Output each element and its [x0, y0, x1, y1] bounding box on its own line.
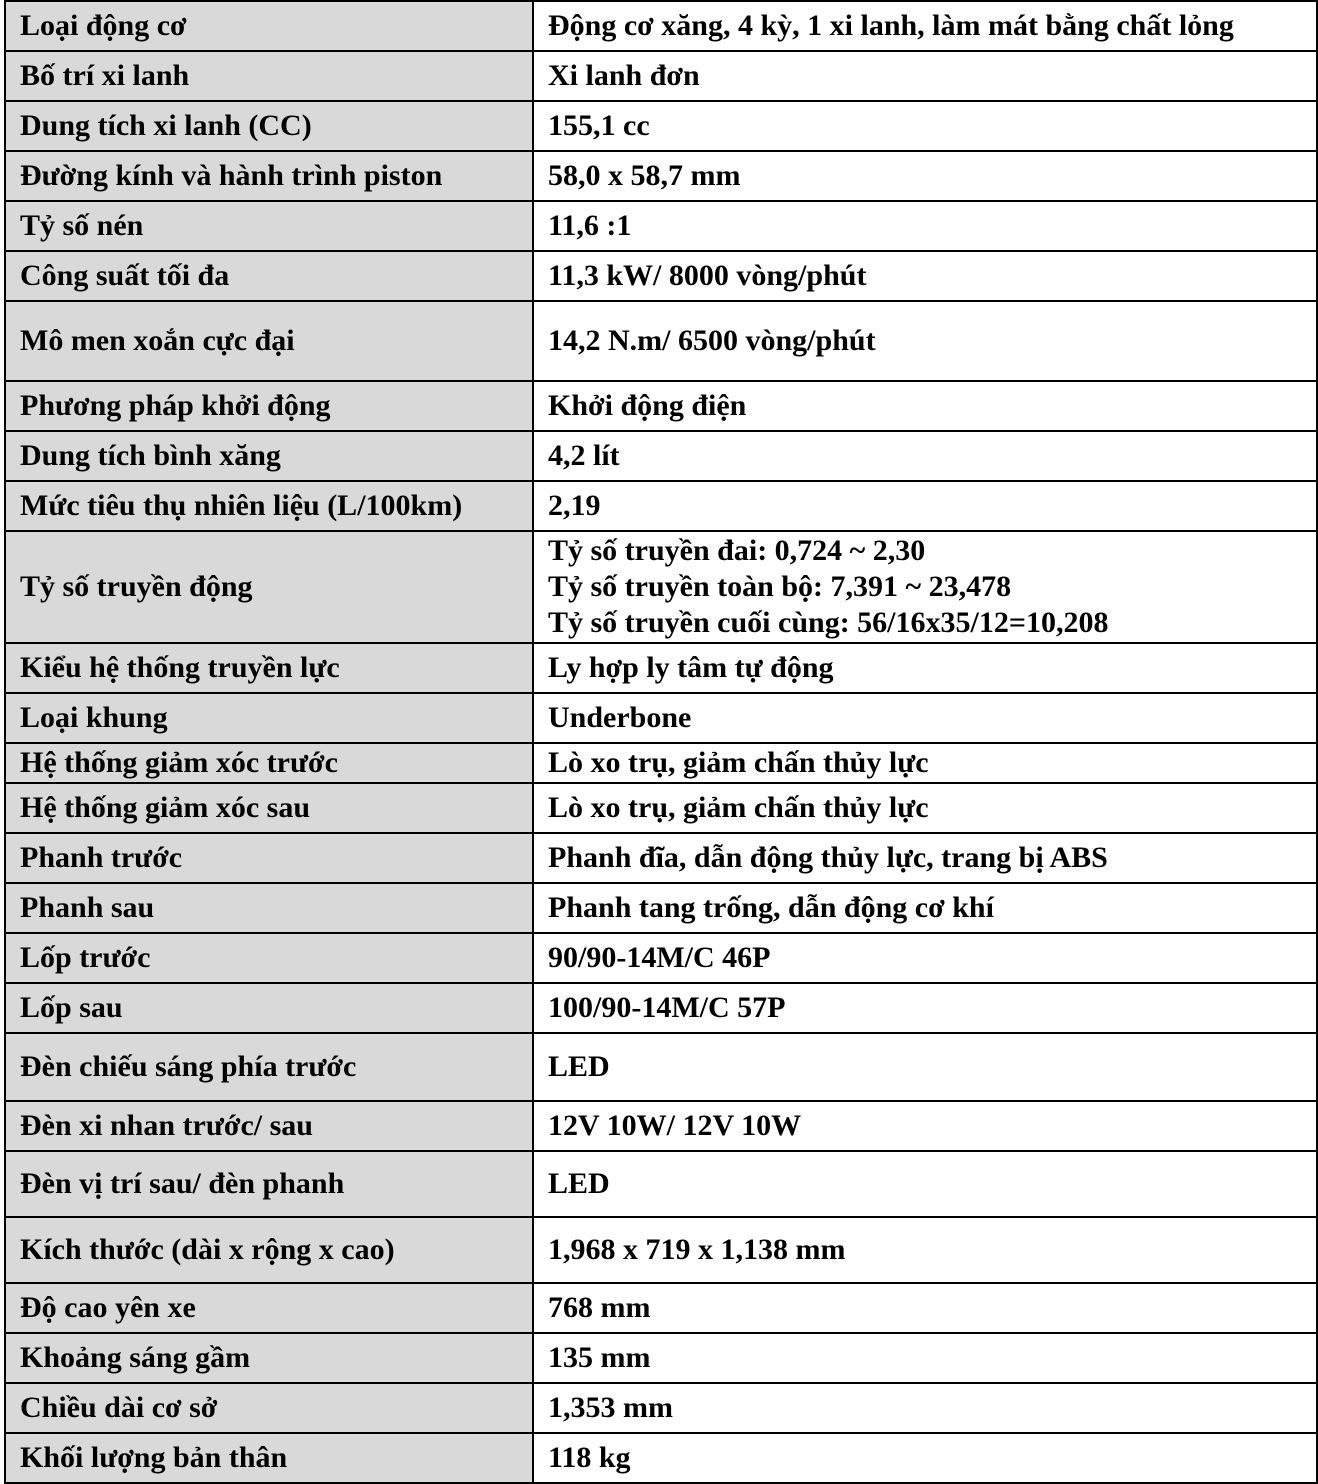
- spec-label: Hệ thống giảm xóc sau: [5, 783, 533, 833]
- spec-value: [533, 933, 1317, 983]
- spec-label: Dung tích xi lanh (CC): [5, 101, 533, 151]
- spec-value: [533, 643, 1317, 693]
- spec-value-line: 1,968 x 719 x 1,138 mm: [548, 1233, 846, 1266]
- spec-label: Phương pháp khởi động: [5, 381, 533, 431]
- spec-row: [5, 301, 1317, 381]
- spec-value-line: Tỷ số truyền cuối cùng: 56/16x35/12=10,208: [548, 606, 1109, 639]
- spec-row: [5, 51, 1317, 101]
- spec-label: Loại khung: [5, 693, 533, 743]
- spec-row: [5, 1333, 1317, 1383]
- spec-value-line: Lò xo trụ, giảm chấn thủy lực: [548, 791, 929, 824]
- spec-value: [533, 1151, 1317, 1217]
- spec-value-line: 11,6 :1: [548, 209, 632, 242]
- spec-row: [5, 883, 1317, 933]
- spec-value: [533, 1433, 1317, 1483]
- spec-value-line: 2,19: [548, 489, 601, 522]
- spec-label: Công suất tối đa: [5, 251, 533, 301]
- spec-label: Bố trí xi lanh: [5, 51, 533, 101]
- spec-value-line: Lò xo trụ, giảm chấn thủy lực: [548, 746, 929, 779]
- spec-value-line: 12V 10W/ 12V 10W: [548, 1109, 802, 1142]
- spec-table: [4, 0, 1318, 1484]
- spec-value: [533, 693, 1317, 743]
- spec-value: [533, 1283, 1317, 1333]
- spec-value-line: 118 kg: [548, 1441, 631, 1474]
- spec-value-line: 135 mm: [548, 1341, 651, 1374]
- spec-value-line: Phanh đĩa, dẫn động thủy lực, trang bị ABS: [548, 841, 1108, 874]
- spec-row: [5, 1101, 1317, 1151]
- spec-row: [5, 1217, 1317, 1283]
- spec-row: [5, 1151, 1317, 1217]
- spec-row: [5, 101, 1317, 151]
- spec-value-line: Ly hợp ly tâm tự động: [548, 651, 834, 684]
- spec-value: [533, 301, 1317, 381]
- spec-label: Mô men xoắn cực đại: [5, 301, 533, 381]
- spec-label: Khối lượng bản thân: [5, 1433, 533, 1483]
- spec-row: [5, 1, 1317, 51]
- spec-row: [5, 1383, 1317, 1433]
- spec-value-line: 100/90-14M/C 57P: [548, 991, 786, 1024]
- spec-value: [533, 883, 1317, 933]
- spec-row: [5, 1033, 1317, 1101]
- spec-label: Đèn xi nhan trước/ sau: [5, 1101, 533, 1151]
- spec-row: [5, 431, 1317, 481]
- spec-value: [533, 743, 1317, 783]
- spec-row: [5, 643, 1317, 693]
- spec-value: [533, 833, 1317, 883]
- spec-label: Hệ thống giảm xóc trước: [5, 743, 533, 783]
- spec-label: Đèn chiếu sáng phía trước: [5, 1033, 533, 1101]
- spec-row: [5, 1433, 1317, 1483]
- spec-value-line: 768 mm: [548, 1291, 651, 1324]
- spec-label: Lốp trước: [5, 933, 533, 983]
- spec-label: Kiểu hệ thống truyền lực: [5, 643, 533, 693]
- spec-value-line: 4,2 lít: [548, 439, 620, 472]
- spec-value-line: Phanh tang trống, dẫn động cơ khí: [548, 891, 994, 924]
- spec-value: [533, 1, 1317, 51]
- spec-label: Tỷ số nén: [5, 201, 533, 251]
- spec-value: [533, 1383, 1317, 1433]
- spec-value-line: 14,2 N.m/ 6500 vòng/phút: [548, 324, 876, 357]
- spec-label: Dung tích bình xăng: [5, 431, 533, 481]
- spec-value: [533, 531, 1317, 643]
- spec-row: [5, 481, 1317, 531]
- spec-value-line: Tỷ số truyền đai: 0,724 ~ 2,30: [548, 534, 926, 567]
- spec-row: [5, 381, 1317, 431]
- spec-value: [533, 151, 1317, 201]
- spec-value: [533, 481, 1317, 531]
- spec-value: [533, 983, 1317, 1033]
- spec-value-line: Tỷ số truyền toàn bộ: 7,391 ~ 23,478: [548, 570, 1012, 603]
- spec-value: [533, 101, 1317, 151]
- spec-label: Tỷ số truyền động: [5, 531, 533, 643]
- spec-row: [5, 833, 1317, 883]
- spec-value: [533, 1333, 1317, 1383]
- spec-value: [533, 201, 1317, 251]
- spec-value-line: 1,353 mm: [548, 1391, 673, 1424]
- spec-value: [533, 251, 1317, 301]
- spec-row: [5, 1283, 1317, 1333]
- spec-value: [533, 51, 1317, 101]
- spec-label: Mức tiêu thụ nhiên liệu (L/100km): [5, 481, 533, 531]
- spec-value-line: Xi lanh đơn: [548, 59, 700, 92]
- spec-label: Độ cao yên xe: [5, 1283, 533, 1333]
- spec-label: Kích thước (dài x rộng x cao): [5, 1217, 533, 1283]
- spec-value-line: LED: [548, 1167, 610, 1200]
- spec-label: Phanh trước: [5, 833, 533, 883]
- spec-row: [5, 783, 1317, 833]
- spec-table-body: [5, 1, 1317, 1483]
- spec-value: [533, 1033, 1317, 1101]
- spec-label: Loại động cơ: [5, 1, 533, 51]
- spec-row: [5, 251, 1317, 301]
- spec-label: Chiều dài cơ sở: [5, 1383, 533, 1433]
- spec-row: [5, 743, 1317, 783]
- spec-label: Đường kính và hành trình piston: [5, 151, 533, 201]
- spec-value: [533, 1101, 1317, 1151]
- spec-label: Phanh sau: [5, 883, 533, 933]
- spec-row: [5, 983, 1317, 1033]
- spec-value-line: Động cơ xăng, 4 kỳ, 1 xi lanh, làm mát bằng chất lỏng: [548, 9, 1234, 42]
- spec-label: Lốp sau: [5, 983, 533, 1033]
- spec-value-line: 155,1 cc: [548, 109, 650, 142]
- spec-value-line: Khởi động điện: [548, 389, 747, 422]
- spec-label: Khoảng sáng gầm: [5, 1333, 533, 1383]
- spec-value: [533, 1217, 1317, 1283]
- spec-value-line: Underbone: [548, 701, 692, 734]
- spec-row: [5, 201, 1317, 251]
- spec-row: [5, 151, 1317, 201]
- spec-value-line: 58,0 x 58,7 mm: [548, 159, 741, 192]
- spec-label: Đèn vị trí sau/ đèn phanh: [5, 1151, 533, 1217]
- spec-value-line: LED: [548, 1050, 610, 1083]
- spec-value-line: 11,3 kW/ 8000 vòng/phút: [548, 259, 867, 292]
- spec-value-line: 90/90-14M/C 46P: [548, 941, 771, 974]
- spec-value: [533, 431, 1317, 481]
- spec-value: [533, 783, 1317, 833]
- spec-row: [5, 693, 1317, 743]
- spec-value: [533, 381, 1317, 431]
- spec-row: [5, 531, 1317, 643]
- spec-row: [5, 933, 1317, 983]
